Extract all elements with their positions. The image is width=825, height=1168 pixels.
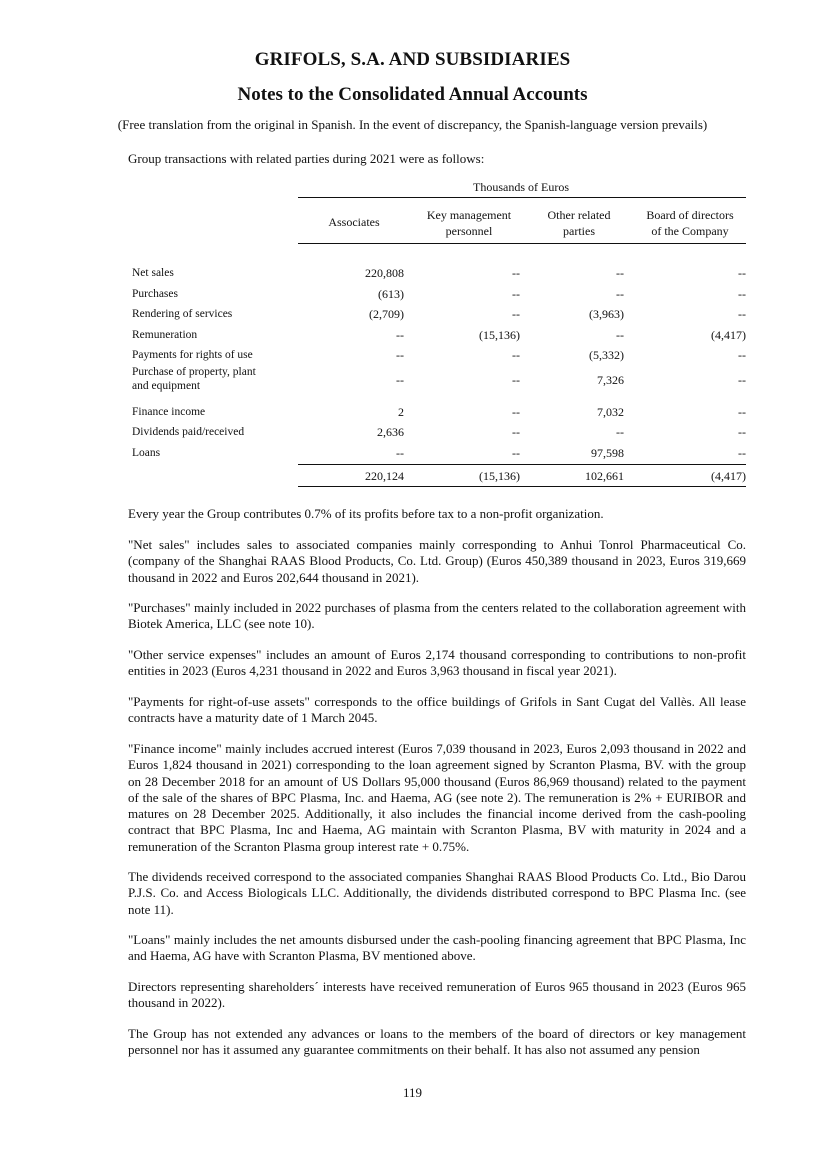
totals-row	[128, 469, 748, 487]
paragraph-net-sales: "Net sales" includes sales to associated companies mainly corresponding to Anhui Tonrol Pharmaceutical Co. (company of the Shanghai RAAS Blood Products, Co. Ltd. Group) (Euros 450,389 thousand in 2023, Euros 319,669 thousand in 2022 and Euros 202,644 thousand in 2021).	[128, 537, 746, 585]
col-header-line: Associates	[328, 215, 380, 229]
col-header-other-related	[528, 207, 630, 239]
row-label	[132, 446, 160, 460]
cell-value: --	[738, 266, 746, 280]
cell-value: --	[738, 445, 746, 460]
row-label-line: Net sales	[132, 267, 174, 279]
col-header-line: personnel	[445, 224, 493, 238]
row-label	[132, 307, 232, 321]
row-label	[132, 328, 197, 342]
table-row	[128, 365, 748, 403]
paragraph-loans: "Loans" mainly includes the net amounts disbursed under the cash-pooling financing agreement that BPC Plasma, Inc and Haema, AG have with Scranton Plasma, BV mentioned above.	[128, 932, 746, 964]
cell-value: --	[396, 348, 404, 362]
col-header-associates	[298, 214, 410, 230]
cell-value: --	[616, 327, 624, 342]
row-label	[132, 287, 178, 301]
page-subtitle: Notes to the Consolidated Annual Accounts	[237, 84, 588, 105]
col-header-line: parties	[563, 224, 595, 238]
row-label	[132, 348, 253, 362]
table-row	[128, 307, 748, 325]
col-header-line: Board of directors	[646, 208, 734, 222]
cell-value: (15,136)	[479, 327, 520, 342]
cell-value: --	[512, 286, 520, 301]
cell-value: --	[512, 404, 520, 419]
totals-top-rule	[298, 464, 746, 465]
cell-value: --	[738, 286, 746, 301]
header-rule	[298, 197, 746, 198]
paragraph-dividends: The dividends received correspond to the associated companies Shanghai RAAS Blood Products Co. Ltd., Bio Darou P.J.S. Co. and Access Biologicals LLC. Additionally, the dividends distributed correspond to BPC Plasma Inc. (see note 11).	[128, 869, 746, 917]
table-row	[128, 446, 748, 464]
col-header-line: Other related	[547, 208, 611, 222]
cell-value: 2,636	[377, 425, 404, 439]
col-header-line: of the Company	[651, 224, 729, 238]
row-label-line: Loans	[132, 446, 161, 459]
cell-value: --	[512, 445, 520, 460]
total-value: 220,124	[365, 469, 404, 483]
page-number: 119	[402, 1085, 423, 1100]
row-label	[132, 266, 174, 280]
cell-value: --	[512, 372, 520, 387]
row-label	[132, 425, 244, 439]
cell-value: --	[396, 327, 404, 342]
table-row	[128, 348, 748, 366]
cell-value: (4,417)	[711, 327, 746, 342]
cell-value: --	[738, 404, 746, 419]
cell-value: (2,709)	[369, 307, 404, 321]
paragraph-purchases: "Purchases" mainly included in 2022 purchases of plasma from the centers related to the collaboration agreement with Biotek America, LLC (see note 10).	[128, 600, 746, 632]
total-value: (15,136)	[479, 469, 520, 483]
paragraph-advances: The Group has not extended any advances or loans to the members of the board of directors or key management personnel nor has it assumed any guarantee commitments on their behalf. It has also not assumed any pension	[128, 1026, 746, 1058]
cell-value: --	[738, 348, 746, 362]
cell-value: --	[616, 425, 624, 439]
cell-value: 7,032	[597, 404, 624, 419]
company-title: GRIFOLS, S.A. AND SUBSIDIARIES	[254, 49, 571, 70]
header-bottom-rule	[298, 243, 746, 244]
table-row	[128, 328, 748, 346]
col-header-key-management	[414, 207, 524, 239]
row-label-line: Remuneration	[132, 328, 198, 341]
table-row	[128, 405, 748, 423]
cell-value: 2	[398, 404, 404, 419]
paragraph-finance-income: "Finance income" mainly includes accrued interest (Euros 7,039 thousand in 2023, Euros 2,093 thousand in 2022 and Euros 1,824 thousand in 2021) corresponding to the loan agreement signed by Scranton Plasma, BV. with the group on 28 December 2018 for an amount of US Dollars 95,000 thousand (Euros 86,969 thousand) related to the payment of the sale of the shares of BPC Plasma, Inc. and Haema, AG (see note 2). The remuneration is 2% + EURIBOR and matures on 28 December 2025. Additionally, it also includes the financial income derived from the cash-pooling contract that BPC Plasma, Inc and Haema, AG maintain with Scranton Plasma, BV with maturity in 2024 and a remuneration of the Scranton Plasma group interest rate + 0.75%.	[128, 741, 746, 854]
cell-value: --	[738, 372, 746, 387]
cell-value: (3,963)	[589, 307, 624, 321]
cell-value: --	[512, 348, 520, 362]
row-label-line: Purchase of property, plant	[132, 365, 256, 378]
col-header-line: Key management	[426, 208, 512, 222]
cell-value: --	[616, 266, 624, 280]
totals-bottom-rule	[298, 486, 746, 487]
row-label-line: Purchases	[132, 287, 178, 300]
cell-value: (5,332)	[589, 348, 624, 362]
row-label-line: Finance income	[132, 405, 206, 418]
cell-value: --	[512, 425, 520, 439]
cell-value: --	[738, 307, 746, 321]
table-row	[128, 266, 748, 284]
paragraph-contribution: Every year the Group contributes 0.7% of its profits before tax to a non-profit organization.	[128, 506, 604, 521]
cell-value: --	[616, 286, 624, 301]
row-label-line: Dividends paid/received	[132, 426, 245, 438]
total-value: 102,661	[585, 469, 624, 483]
cell-value: --	[396, 445, 404, 460]
cell-value: --	[396, 372, 404, 387]
cell-value: --	[512, 307, 520, 321]
row-label-line: Payments for rights of use	[132, 349, 253, 361]
row-label-line: and equipment	[132, 379, 201, 392]
total-value: (4,417)	[711, 469, 746, 483]
table-row	[128, 287, 748, 305]
translation-disclaimer: (Free translation from the original in Spanish. In the event of discrepancy, the Spanish-language version prevails)	[117, 117, 708, 132]
paragraph-directors: Directors representing shareholders´ interests have received remuneration of Euros 965 thousand in 2023 (Euros 965 thousand in 2022).	[128, 979, 746, 1011]
cell-value: 97,598	[591, 445, 624, 460]
cell-value: 220,808	[365, 266, 404, 280]
paragraph-right-of-use: "Payments for right-of-use assets" corresponds to the office buildings of Grifols in Sant Cugat del Vallès. All lease contracts have a maturity date of 1 March 2045.	[128, 694, 746, 726]
col-header-board	[634, 207, 746, 239]
cell-value: --	[738, 425, 746, 439]
table-intro: Group transactions with related parties during 2021 were as follows:	[128, 151, 485, 166]
row-label	[132, 365, 256, 393]
cell-value: --	[512, 266, 520, 280]
cell-value: (613)	[378, 286, 404, 301]
table-row	[128, 425, 748, 443]
paragraph-other-service: "Other service expenses" includes an amount of Euros 2,174 thousand corresponding to contributions to non-profit entities in 2023 (Euros 4,231 thousand in 2022 and Euros 3,963 thousand in fiscal year 2021).	[128, 647, 746, 679]
unit-header: Thousands of Euros	[473, 180, 569, 194]
row-label-line: Rendering of services	[132, 308, 233, 320]
row-label	[132, 405, 205, 419]
cell-value: 7,326	[597, 372, 624, 387]
